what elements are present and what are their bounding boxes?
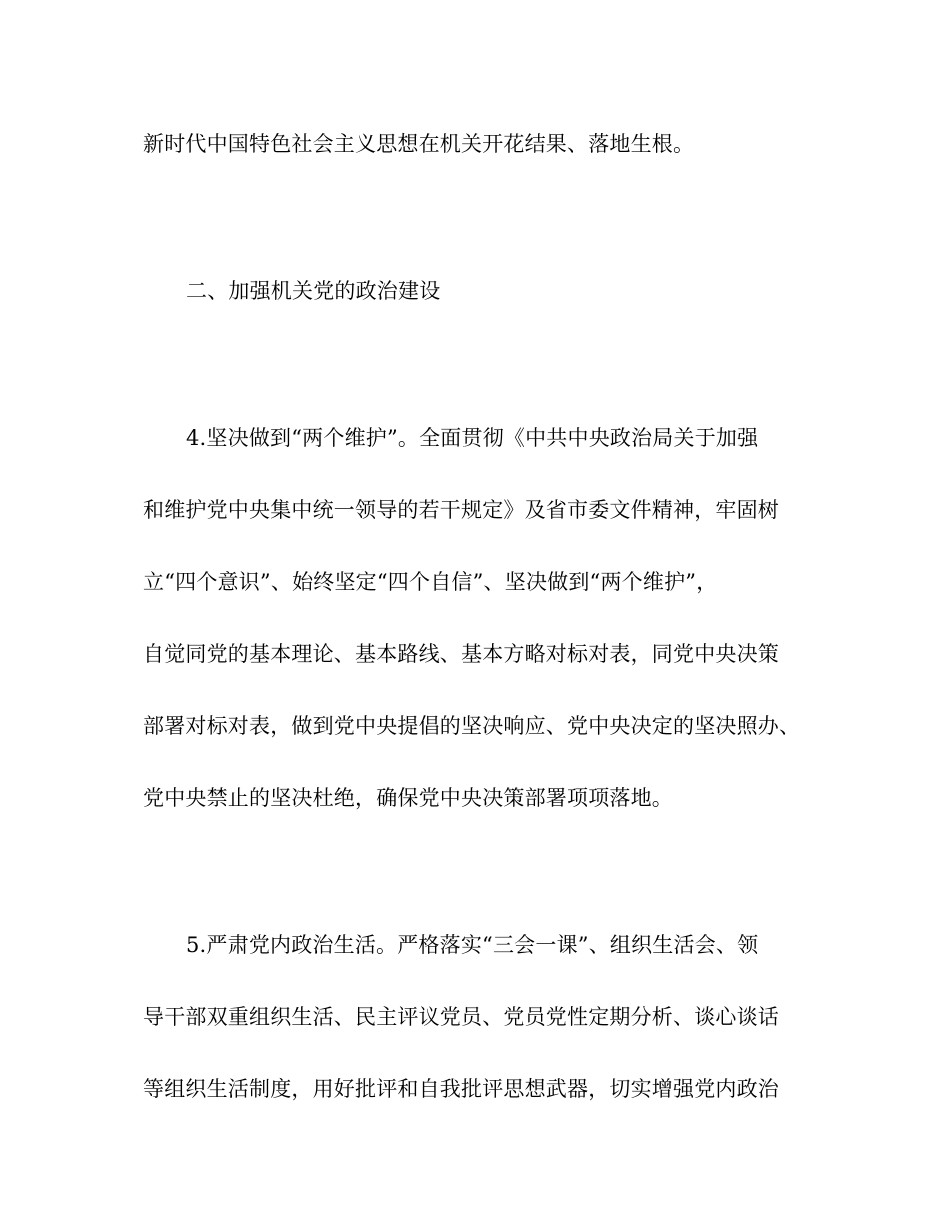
paragraph-line: 立“四个意识”、始终坚定“四个自信”、坚决做到“两个维护”， [143,570,718,594]
paragraph-line: 4.坚决做到“两个维护”。全面贯彻《中共中央政治局关于加强 [186,426,759,450]
paragraph-line: 自觉同党的基本理论、基本路线、基本方略对标对表，同党中央决策 [143,642,779,666]
section-heading: 二、加强机关党的政治建设 [186,279,441,303]
paragraph-line: 导干部双重组织生活、民主评议党员、党员党性定期分析、谈心谈话 [143,1005,779,1029]
paragraph-line: 党中央禁止的坚决杜绝，确保党中央决策部署项项落地。 [143,786,673,810]
paragraph-line: 5.严肃党内政治生活。严格落实“三会一课”、组织生活会、领 [186,933,759,957]
paragraph-line: 和维护党中央集中统一领导的若干规定》及省市委文件精神，牢固树 [143,498,779,522]
paragraph-line: 新时代中国特色社会主义思想在机关开花结果、落地生根。 [143,132,695,156]
paragraph-line: 等组织生活制度，用好批评和自我批评思想武器，切实增强党内政治 [143,1077,779,1101]
paragraph-line: 部署对标对表，做到党中央提倡的坚决响应、党中央决定的坚决照办、 [143,714,801,738]
